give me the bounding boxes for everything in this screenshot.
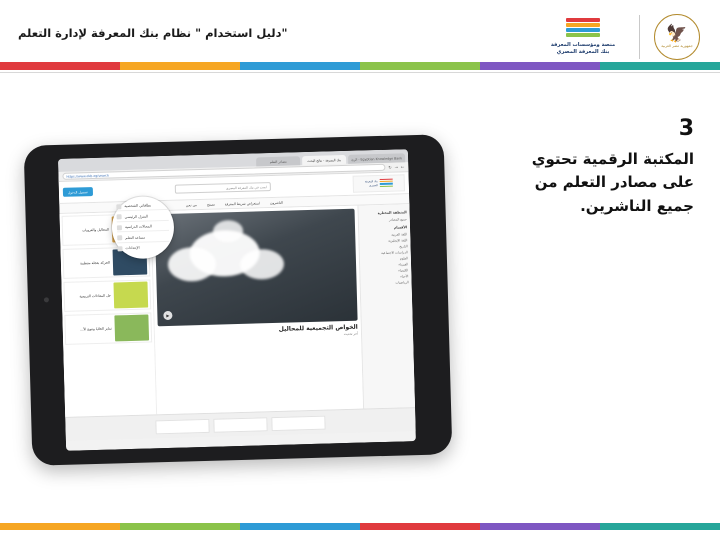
tablet-device (24, 134, 453, 466)
filter-region-value[interactable]: جميع المصادر (388, 217, 407, 222)
forward-icon[interactable]: → (394, 164, 399, 170)
page-title: "دليل استخدام " نظام بنك المعرفة لإدارة التعلم (18, 26, 288, 40)
back-icon[interactable]: ← (400, 164, 405, 170)
logo-divider (639, 15, 640, 59)
site-logo-mark-icon (380, 178, 393, 188)
footer-box (213, 417, 267, 433)
nav-item-2[interactable]: تصفح (206, 202, 215, 207)
footer-box (155, 418, 209, 434)
callout-number: 3 (678, 116, 694, 141)
filters-sidebar (357, 204, 415, 408)
filter-section-6[interactable]: الكيمياء (398, 268, 409, 273)
nav-item-0[interactable]: الناشرون (269, 200, 283, 205)
footer-box (271, 415, 325, 431)
nav-item-1[interactable]: استعراض شريط المعرفة (224, 200, 261, 206)
browser-tab-0[interactable]: Egyptian Knowledge Bank - الرئ (348, 153, 405, 164)
filter-region-title: المنطقة المختارة (377, 210, 407, 216)
menu-item-label: بطاقاتي الشخصية (124, 203, 152, 209)
site-logo-line2: المصري (368, 183, 378, 187)
card-label: الحركة بعجلة منتظمة (80, 260, 110, 266)
knowledge-bank-logo (537, 11, 629, 63)
menu-item-label: مساعد التعلم (125, 235, 146, 240)
list-item[interactable] (64, 312, 152, 344)
reload-icon[interactable]: ↻ (388, 164, 392, 170)
knowledge-bank-mark-icon (566, 18, 600, 40)
site-body (60, 204, 416, 417)
login-button[interactable]: تسجيل الدخول (63, 187, 93, 197)
government-logo-text: جمهورية مصر العربية (661, 44, 693, 48)
filter-section-8[interactable]: الرياضيات (395, 280, 409, 285)
bookmark-icon (116, 204, 121, 209)
browser-tab-1[interactable]: بنك المعرفة - نتائج البحث (302, 155, 346, 165)
site-logo-line1: بنك المعرفة (364, 180, 378, 184)
gear-icon (117, 246, 122, 251)
browser-tab-2[interactable]: مصادر التعلم (256, 156, 300, 166)
filter-section-7[interactable]: الأحياء (400, 274, 409, 279)
card-thumbnail (113, 282, 148, 309)
tablet-screen (58, 149, 416, 451)
nav-item-3[interactable]: من نحن (185, 202, 198, 207)
zoom-callout-overlay (111, 196, 175, 260)
menu-item-4[interactable] (117, 245, 169, 253)
front-camera-icon (44, 297, 49, 302)
filter-section-1[interactable]: اللغة الإنجليزية (388, 238, 408, 243)
header-divider-line (0, 72, 720, 73)
callout-text: المكتبة الرقمية تحتوي على مصادر التعلم من جميع الناشرين. (531, 150, 694, 215)
address-input[interactable]: https://www.ekb.eg/search (62, 164, 385, 180)
footer-color-rule (0, 523, 720, 530)
filter-section-2[interactable]: التاريخ (399, 244, 408, 249)
card-label: حل المعادلات التربيعية (79, 293, 111, 299)
callout-block (504, 118, 694, 218)
hero-title: الخواص التجميعية للمحاليل (278, 323, 358, 333)
menu-item-2[interactable] (117, 224, 169, 233)
browser-window (58, 149, 416, 451)
government-logo (650, 10, 704, 64)
list-icon (117, 235, 122, 240)
header-color-rule (0, 62, 720, 70)
site-search-input[interactable]: ابحث في بنك المعرفة المصري (175, 182, 271, 194)
site-logo[interactable] (353, 174, 405, 192)
menu-item-0[interactable] (116, 203, 168, 212)
filter-section-4[interactable]: العلوم (399, 256, 408, 261)
knowledge-bank-logo-line2: بنك المعرفة المصري (556, 49, 610, 55)
filter-section-0[interactable]: اللغة العربية (391, 232, 408, 237)
star-icon (117, 225, 122, 230)
card-label: تمايز الخلايا وتنوع الأ... (80, 326, 112, 332)
card-label: المحاليل والغرويات (82, 227, 110, 233)
eagle-emblem-icon: 🦅 جمهورية مصر العربية (654, 14, 700, 60)
menu-item-3[interactable] (117, 234, 169, 243)
play-icon[interactable]: ▶ (163, 311, 172, 320)
home-icon (117, 214, 122, 219)
hero-area (151, 206, 363, 415)
menu-item-label: الإعدادات (125, 245, 140, 251)
header-logos (537, 10, 704, 64)
hero-subtitle: آخر تحديث (343, 331, 359, 337)
list-item[interactable] (63, 279, 151, 311)
menu-item-label: المجالات الدراسية (124, 224, 152, 230)
filter-sections-title: الأقسام (393, 225, 408, 230)
menu-item-1[interactable] (117, 213, 169, 222)
filter-section-5[interactable]: الفيزياء (398, 262, 409, 267)
filter-section-3[interactable]: الدراسات الاجتماعية (381, 250, 408, 255)
knowledge-bank-logo-line1: منصة ومؤسسات المعرفة (550, 41, 616, 48)
menu-item-label: المنزل الرئيسي (124, 214, 149, 219)
hero-video-thumbnail[interactable] (155, 209, 358, 327)
card-thumbnail (114, 315, 149, 342)
